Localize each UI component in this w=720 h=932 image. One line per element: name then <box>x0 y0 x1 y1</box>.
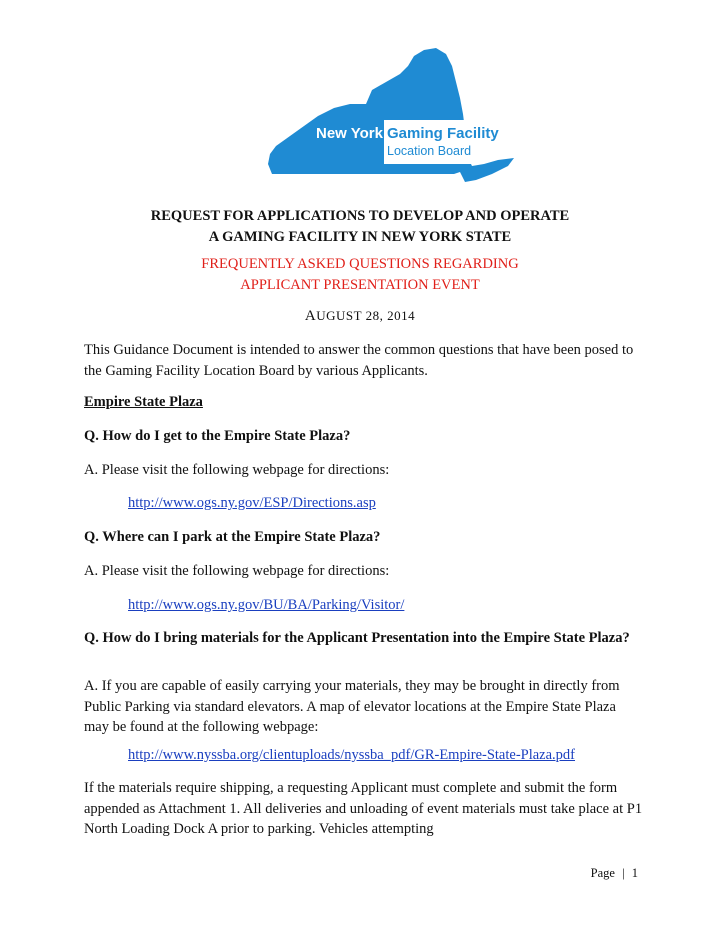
document-date <box>0 308 720 325</box>
title-line-2: A GAMING FACILITY IN NEW YORK STATE <box>208 229 512 245</box>
faq-question-1: Q. How do I get to the Empire State Plaza? <box>84 428 351 444</box>
faq-answer-2: A. Please visit the following webpage for directions: <box>84 563 390 579</box>
faq-answer-1: A. Please visit the following webpage for directions: <box>84 462 390 478</box>
date-initial: A <box>304 308 317 324</box>
parking-link[interactable]: http://www.ogs.ny.gov/BU/BA/Parking/Visitor/ <box>128 597 405 613</box>
logo <box>262 46 522 196</box>
subtitle-line-1: FREQUENTLY ASKED QUESTIONS REGARDING <box>201 256 519 272</box>
logo-text-gaming-facility: Gaming Facility <box>387 125 499 142</box>
page-footer <box>591 866 638 881</box>
page-label: Page <box>590 866 615 880</box>
faq-answer-3: A. If you are capable of easily carrying your materials, they may be brought in directly from Public Parking via standard elevators. A map of elevator locations at the Empire State Plaza may be found at the following webpage: <box>84 678 620 735</box>
intro-paragraph: This Guidance Document is intended to answer the common questions that have been posed to the Gaming Facility Location Board by various Applicants. <box>84 342 634 379</box>
elevator-map-link[interactable]: http://www.nyssba.org/clientuploads/nyssba_pdf/GR-Empire-State-Plaza.pdf <box>128 747 576 763</box>
page-number: 1 <box>631 866 638 880</box>
logo-text-new-york: New York <box>316 125 383 142</box>
document-title <box>0 206 720 248</box>
page-separator: | <box>622 866 625 880</box>
date-rest: UGUST 28, 2014 <box>316 308 416 323</box>
logo-text-location-board: Location Board <box>387 144 472 158</box>
faq-question-2: Q. Where can I park at the Empire State Plaza? <box>84 529 381 545</box>
shipping-paragraph: If the materials require shipping, a requesting Applicant must complete and submit the form appended as Attachment 1. All deliveries and unloading of event materials must take place at P1 North Loading Dock A prior to parking. Vehicles attempting <box>84 780 643 837</box>
directions-link[interactable]: http://www.ogs.ny.gov/ESP/Directions.asp <box>128 495 376 511</box>
subtitle-line-2: APPLICANT PRESENTATION EVENT <box>240 277 480 293</box>
section-title: Empire State Plaza <box>84 394 203 410</box>
faq-question-3: Q. How do I bring materials for the Applicant Presentation into the Empire State Plaza? <box>84 630 630 646</box>
title-line-1: REQUEST FOR APPLICATIONS TO DEVELOP AND OPERATE <box>150 208 570 224</box>
document-subtitle <box>0 254 720 296</box>
